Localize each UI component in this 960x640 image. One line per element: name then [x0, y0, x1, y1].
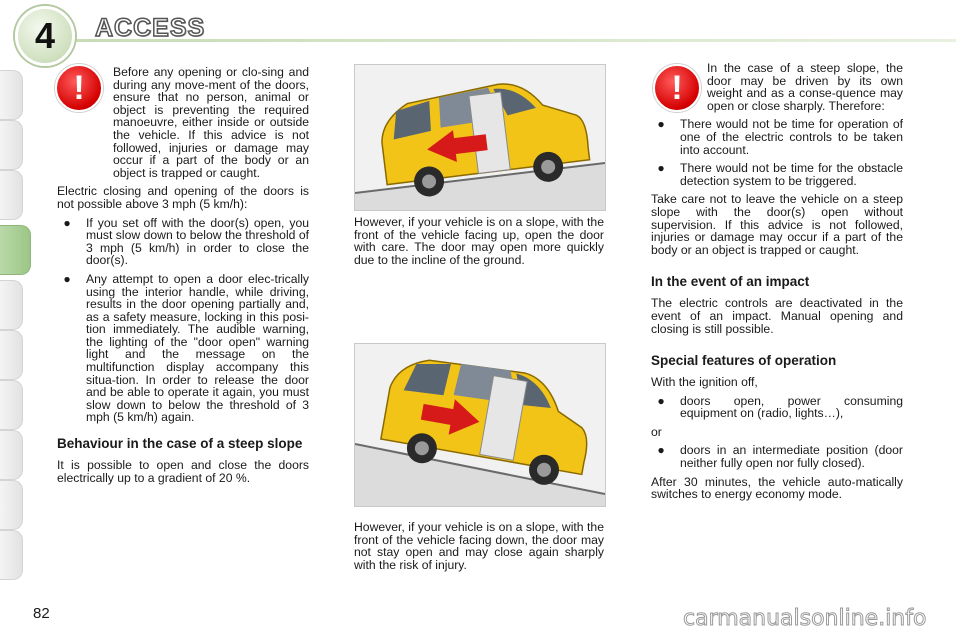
list-item: ● Any attempt to open a door elec-trically using the interior handle, while driving, results in the door opening partially and, as a safety measure, locking in this posi-tion immediately. The audible warning, the lighting of the "door open" warning light and the message on the multifunction display accompany this situa-tion. In order to release the door and be able to operate it again, you must slow down to below the threshold of 3 mph (5 km/h) again.: [63, 271, 309, 425]
warning-icon: !: [653, 64, 701, 112]
car-downhill-figure: [354, 343, 606, 507]
chapter-title: ACCESS: [95, 14, 206, 42]
list-item: ● doors in an intermediate position (door neither fully open nor fully closed).: [657, 443, 903, 471]
side-tab[interactable]: [0, 480, 23, 530]
side-tab[interactable]: [0, 280, 23, 330]
side-tab[interactable]: [0, 170, 23, 220]
caption-downhill: However, if your vehicle is on a slope, with the front of the vehicle facing down, the door may not stay open and may close again sharply with the risk of injury.: [354, 520, 604, 572]
section-heading-slope: Behaviour in the case of a steep slope: [57, 436, 303, 452]
car-uphill-illustration: [355, 65, 605, 210]
caption-uphill: However, if your vehicle is on a slope, with the front of the vehicle facing up, open the door with care. The door may open more quickly due to the incline of the ground.: [354, 215, 604, 267]
chapter-number: 4: [34, 15, 56, 56]
section-heading-impact: In the event of an impact: [651, 274, 810, 290]
middle-caption-1: [354, 216, 604, 272]
car-uphill-figure: [354, 64, 606, 211]
right-column: [651, 62, 903, 507]
special-text: After 30 minutes, the vehicle auto-matically switches to energy economy mode.: [651, 474, 903, 502]
left-column: [57, 66, 309, 490]
right-para: Take care not to leave the vehicle on a steep slope with the door(s) open without supervision. If this advice is not followed, injuries or damage may occur if a part of the body or an object is trapped or caught.: [651, 192, 903, 257]
chapter-badge: [15, 6, 75, 66]
car-downhill-illustration: [355, 344, 605, 506]
side-tab[interactable]: [0, 380, 23, 430]
side-tab[interactable]: [0, 430, 23, 480]
section-text-slope: It is possible to open and close the doors electrically up to a gradient of 20 %.: [57, 458, 309, 485]
list-item: ● There would not be time for the obstacle detection system to be triggered.: [657, 161, 903, 188]
middle-caption-2: [354, 521, 604, 577]
left-intro: Before any opening or clo-sing and during any move-ment of the doors, ensure that no person, animal or object is preventing the required manoeuvre, either inside or outside the vehicle. If this advice is not followed, injuries or damage may occur if a part of the body or an object is trapped or caught.: [113, 65, 309, 180]
list-item: ● There would not be time for operation of one of the electric controls to be taken into account.: [657, 117, 903, 157]
side-tab[interactable]: [0, 330, 23, 380]
special-intro: With the ignition off,: [651, 375, 758, 390]
page-number: 82: [33, 605, 50, 622]
section-text-impact: The electric controls are deactivated in the event of an impact. Manual opening and closing is still possible.: [651, 296, 903, 336]
section-heading-special: Special features of operation: [651, 353, 837, 369]
list-item: ● If you set off with the door(s) open, you must slow down to below the threshold of 3 mph (5 km/h) in order to close the door(s).: [63, 215, 309, 268]
watermark: carmanualsonline.info: [683, 606, 927, 631]
chapter-side-tabs: [0, 70, 30, 580]
side-tab-active[interactable]: [0, 225, 31, 275]
right-intro: In the case of a steep slope, the door may be driven by its own weight and as a conse-quence may open or close sharply. Therefore:: [707, 61, 903, 113]
left-para2: Electric closing and opening of the doors is not possible above 3 mph (5 km/h):: [57, 184, 309, 211]
special-or: or: [651, 424, 662, 439]
warning-icon: !: [55, 64, 103, 112]
side-tab[interactable]: [0, 70, 23, 120]
side-tab[interactable]: [0, 530, 23, 580]
list-item: ● doors open, power consuming equipment on (radio, lights…),: [657, 393, 903, 421]
side-tab[interactable]: [0, 120, 23, 170]
